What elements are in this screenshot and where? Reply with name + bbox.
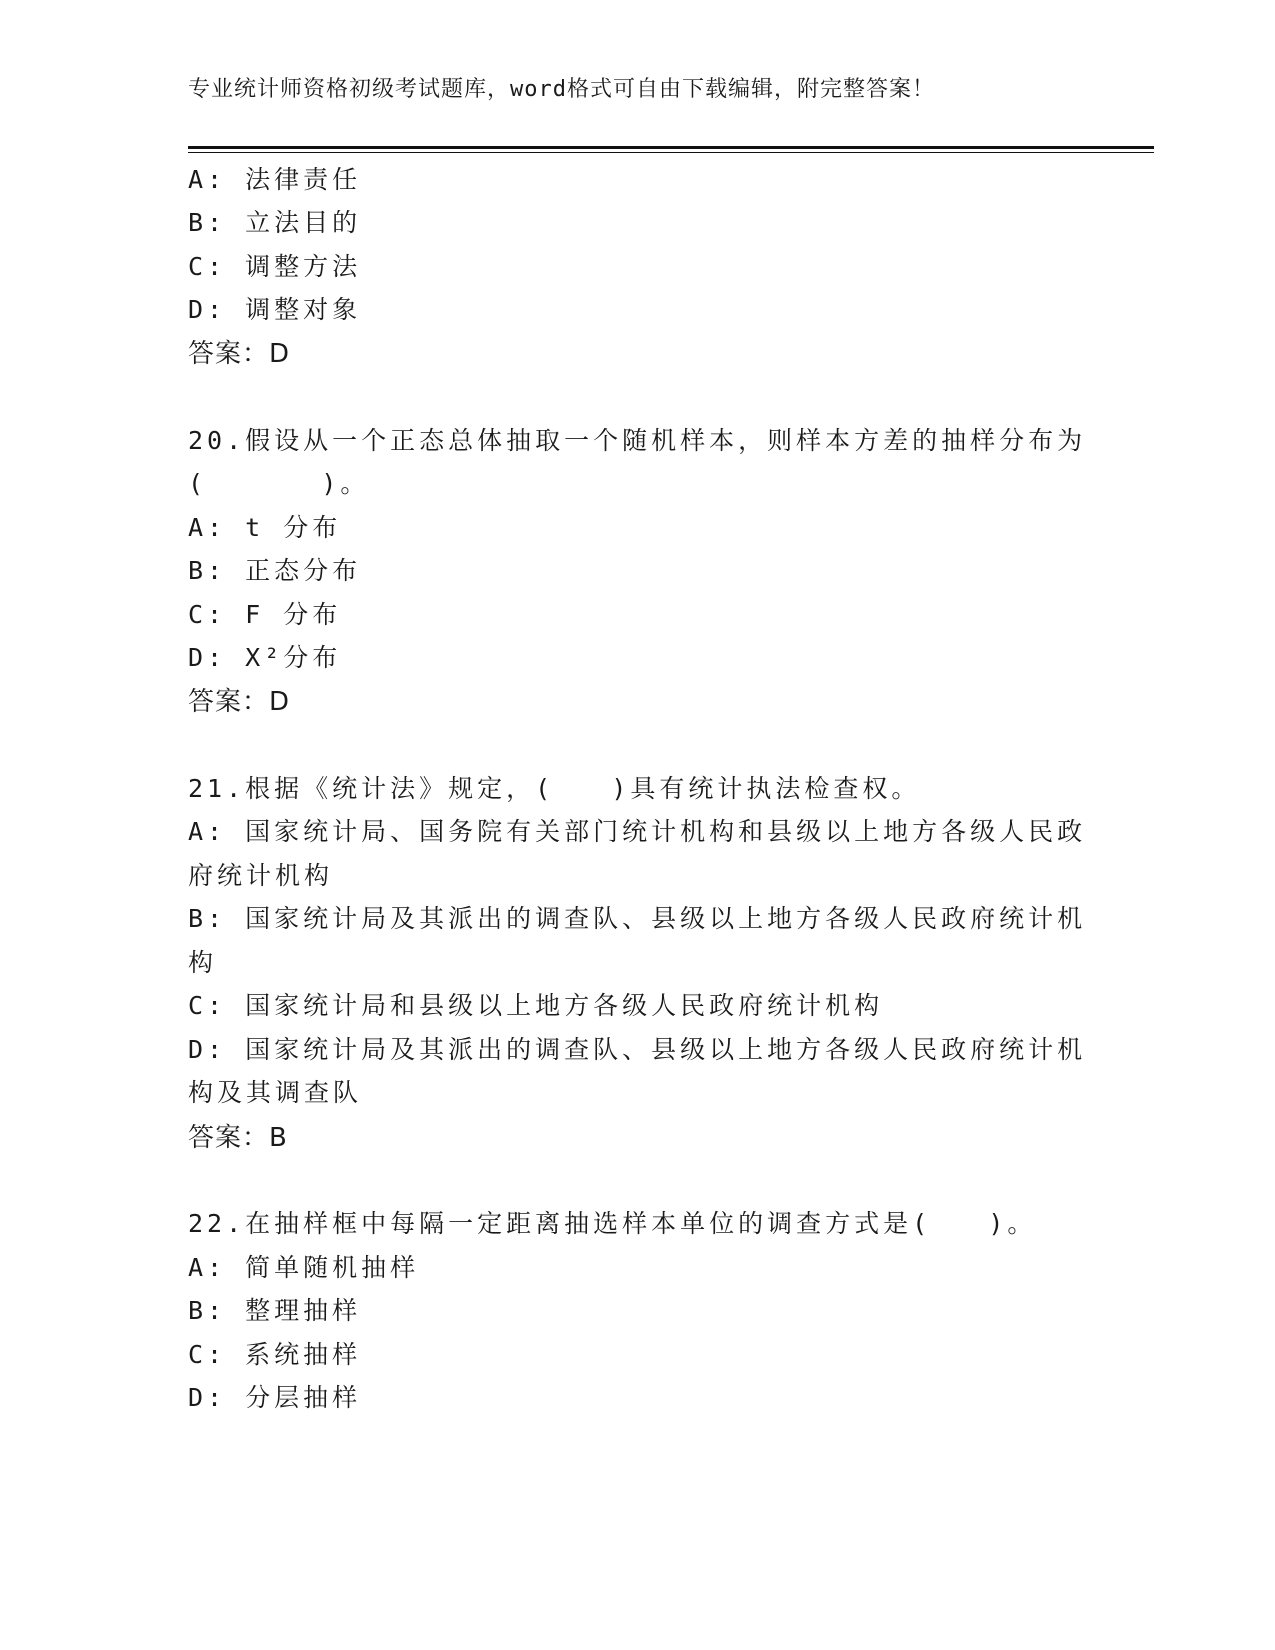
q22-stem: 22.在抽样框中每隔一定距离抽选样本单位的调查方式是( )。 xyxy=(188,1209,1037,1238)
q21-stem: 21.根据《统计法》规定，( )具有统计执法检查权。 xyxy=(188,774,921,803)
q21-option-a-line1: A: 国家统计局、国务院有关部门统计机构和县级以上地方各级人民政 xyxy=(188,817,1087,846)
q22-option-a: A: 简单随机抽样 xyxy=(188,1253,420,1282)
q20-option-d: D: X²分布 xyxy=(188,643,342,672)
header-divider-thick xyxy=(188,146,1154,149)
page-header: 专业统计师资格初级考试题库，word格式可自由下载编辑，附完整答案！ xyxy=(188,77,935,102)
q21-answer: 答案：B xyxy=(188,1123,288,1153)
q21-option-b-line1: B: 国家统计局及其派出的调查队、县级以上地方各级人民政府统计机 xyxy=(188,904,1087,933)
q21-option-c: C: 国家统计局和县级以上地方各级人民政府统计机构 xyxy=(188,991,884,1020)
q20-answer: 答案：D xyxy=(188,687,291,717)
q19-option-b: B: 立法目的 xyxy=(188,208,362,237)
q19-option-a: A: 法律责任 xyxy=(188,165,362,194)
q22-option-d: D: 分层抽样 xyxy=(188,1383,362,1412)
q19-option-c: C: 调整方法 xyxy=(188,252,362,281)
q20-stem-line2: ( )。 xyxy=(188,469,370,498)
q22-option-b: B: 整理抽样 xyxy=(188,1296,362,1325)
q21-option-b-line2: 构 xyxy=(188,948,218,977)
q21-option-d-line2: 构及其调查队 xyxy=(188,1078,363,1107)
q20-option-b: B: 正态分布 xyxy=(188,556,362,585)
q20-stem-line1: 20.假设从一个正态总体抽取一个随机样本，则样本方差的抽样分布为 xyxy=(188,426,1087,455)
q21-option-a-line2: 府统计机构 xyxy=(188,861,334,890)
q21-option-d-line1: D: 国家统计局及其派出的调查队、县级以上地方各级人民政府统计机 xyxy=(188,1035,1087,1064)
q20-option-c: C: F 分布 xyxy=(188,600,342,629)
q19-answer: 答案：D xyxy=(188,339,291,369)
q20-option-a: A: t 分布 xyxy=(188,513,342,542)
q19-option-d: D: 调整对象 xyxy=(188,295,362,324)
q22-option-c: C: 系统抽样 xyxy=(188,1340,362,1369)
header-divider-thin xyxy=(188,152,1154,153)
